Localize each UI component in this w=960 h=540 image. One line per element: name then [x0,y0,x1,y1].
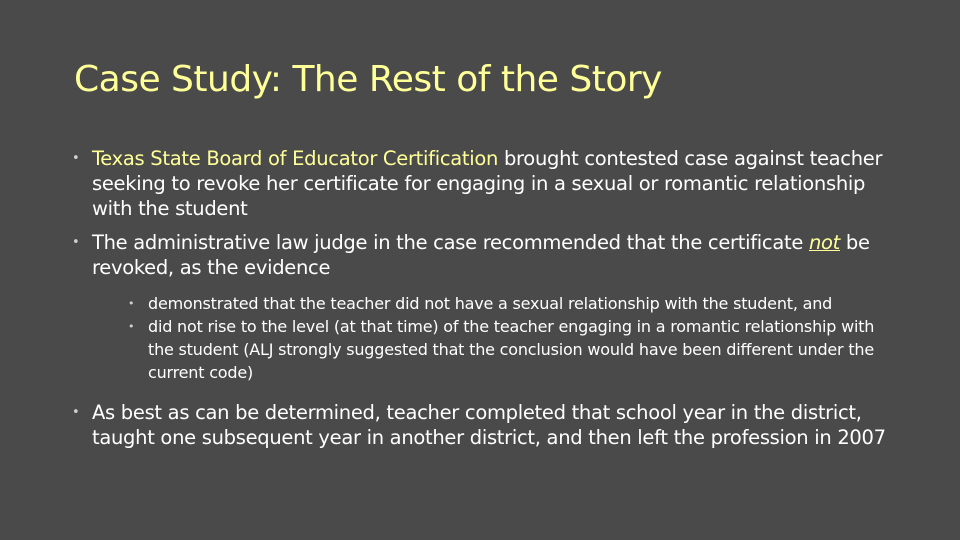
slide-content [72,146,902,450]
slide-title: Case Study: The Rest of the Story [74,59,662,100]
bullet-item-alj-recommendation [72,230,902,384]
bullet-icon: • [128,297,135,310]
sub-bullet-text: demonstrated that the teacher did not have a sexual relationship with the student, and [148,294,833,313]
sub-bullet-item [128,292,902,315]
sub-bullet-text: did not rise to the level (at that time) of the teacher engaging in a romantic relationship with the student (ALJ strongly suggested that the conclusion would have been different under the current code) [148,317,875,382]
board-name-highlight: Texas State Board of Educator Certification [92,147,499,170]
sub-bullet-list [128,292,902,384]
bullet-item-outcome [72,400,902,450]
bullet-text: As best as can be determined, teacher completed that school year in the district, taught one subsequent year in another district, and then left the profession in 2007 [92,401,886,449]
bullet-text: The administrative law judge in the case recommended that the certificate [92,231,809,254]
bullet-list [72,146,902,450]
bullet-item-board-case [72,146,902,221]
bullet-icon: • [128,320,135,333]
bullet-icon: • [72,151,80,166]
emphasis-not: not [808,231,840,254]
bullet-text: brought contested case against teacher seeking to revoke her certificate for engaging in a sexual or romantic relationship with the student [92,147,883,220]
sub-bullet-item [128,315,902,384]
bullet-icon: • [72,405,80,420]
bullet-icon: • [72,235,80,250]
bullet-text: be revoked, as the evidence [92,231,870,279]
